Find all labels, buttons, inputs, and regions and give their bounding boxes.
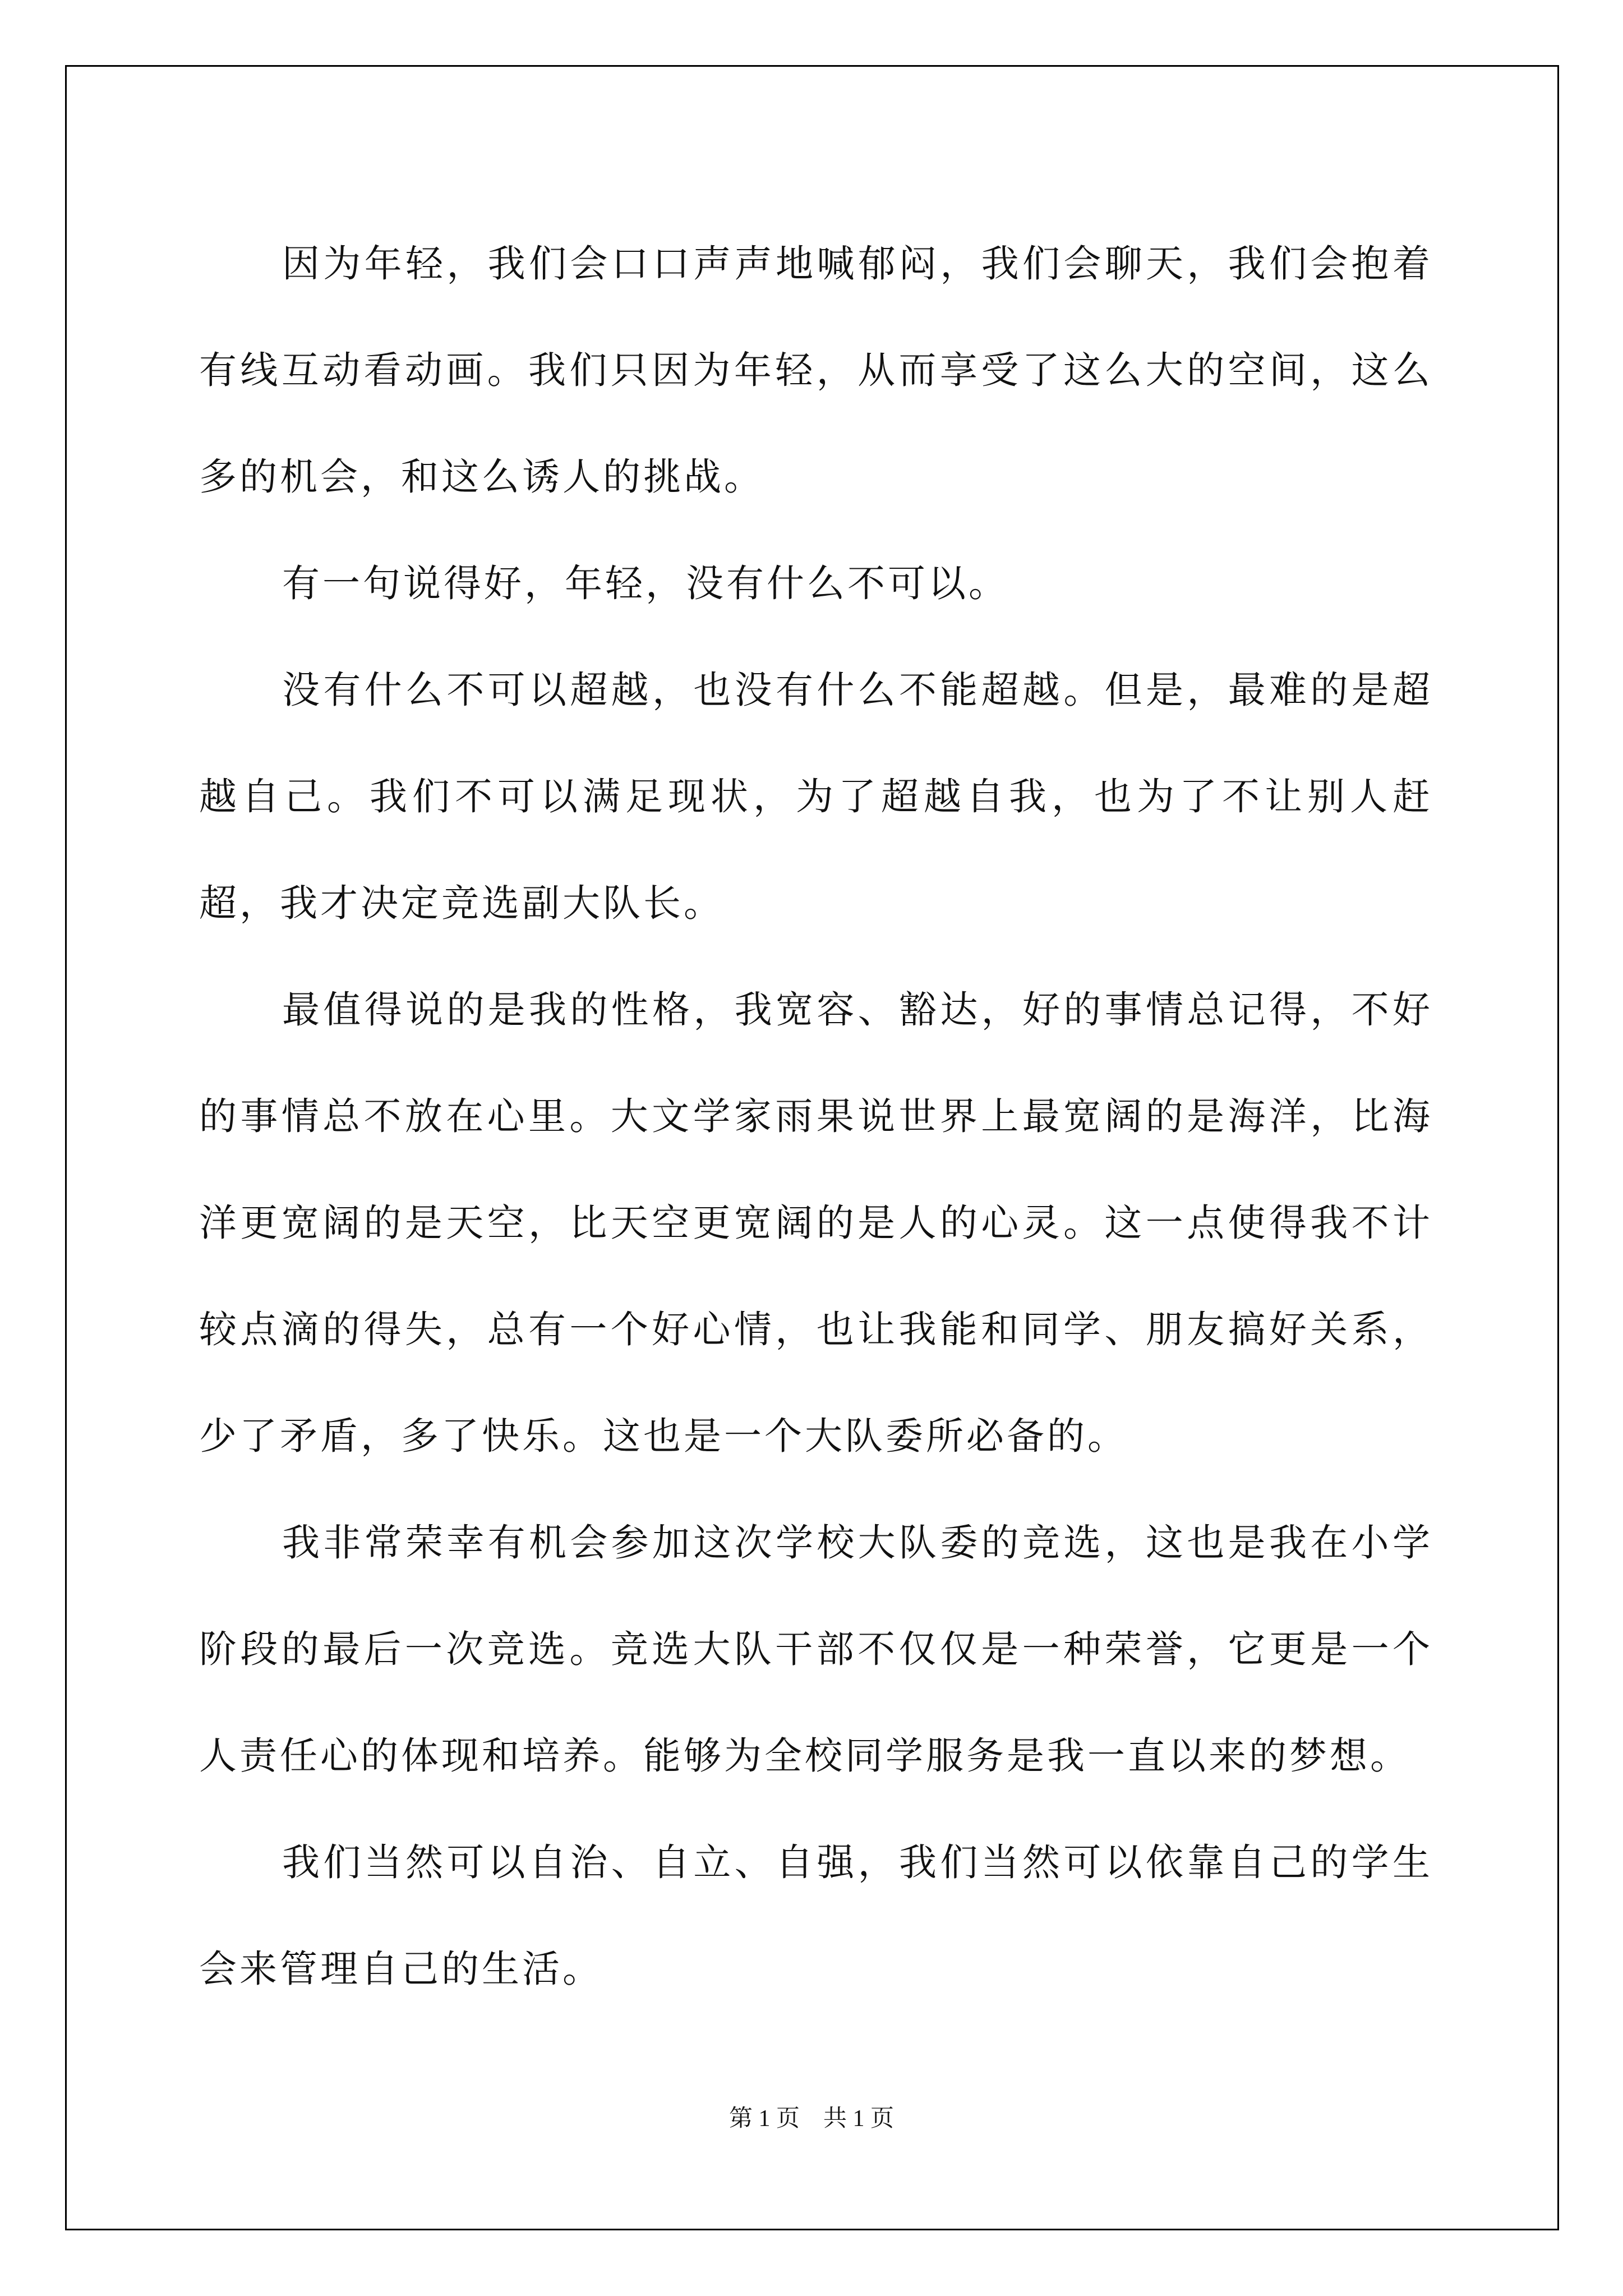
paragraph: 有一句说得好，年轻，没有什么不可以。 — [282, 562, 1009, 605]
paragraph: 我们当然可以自治、自立、自强，我们当然可以依靠自己的学生会来管理自己的生活。 — [199, 1841, 1433, 1991]
paragraph: 因为年轻，我们会口口声声地喊郁闷，我们会聊天，我们会抱着有线互动看动画。我们只因为年轻，从而享受了这么大的空间，这么多的机会，和这么诱人的挑战。 — [199, 242, 1433, 499]
paragraph: 最值得说的是我的性格，我宽容、豁达，好的事情总记得，不好的事情总不放在心里。大文学家雨果说世界上最宽阔的是海洋，比海洋更宽阔的是天空，比天空更宽阔的是人的心灵。这一点使得我不计较点滴的得失，总有一个好心情，也让我能和同学、朋友搞好关系，少了矛盾，多了快乐。这也是一个大队委所必备的。 — [199, 988, 1433, 1458]
page-number-footer: 第 1 页 共 1 页 — [728, 2106, 894, 2132]
paragraph: 没有什么不可以超越，也没有什么不能超越。但是，最难的是超越自己。我们不可以满足现状，为了超越自我，也为了不让别人赶超，我才决定竞选副大队长。 — [199, 668, 1433, 925]
paragraph: 我非常荣幸有机会参加这次学校大队委的竞选，这也是我在小学阶段的最后一次竞选。竞选大队干部不仅仅是一种荣誉，它更是一个人责任心的体现和培养。能够为全校同学服务是我一直以来的梦想。 — [199, 1521, 1433, 1778]
document-body — [199, 210, 1433, 2022]
